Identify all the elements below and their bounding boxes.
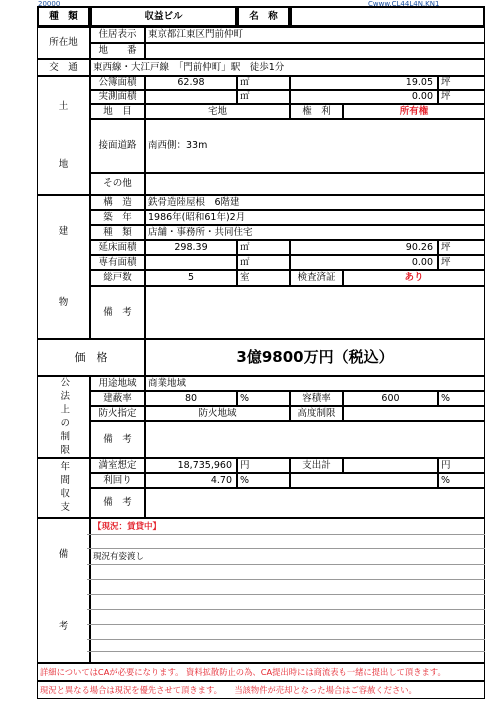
land-other-value: [145, 173, 485, 195]
notes-line-2: 現況有姿渡し: [93, 552, 145, 562]
private-area-sqm-unit: ㎡: [237, 255, 290, 270]
yield-blank: [290, 473, 438, 488]
land-other-label: その他: [90, 173, 145, 195]
built-year-label: 築 年: [90, 210, 145, 225]
yield-value: 4.70: [145, 473, 237, 488]
built-year-value: 1986年(昭和61年)2月: [145, 210, 485, 225]
income-remarks-value: [145, 488, 485, 518]
road-value: 南西側：33m: [145, 119, 485, 173]
header-right-fragment: Cwww.CL44L4N.KN1: [368, 0, 440, 8]
legal-label: 公法上の制限: [37, 376, 90, 458]
name-value: [290, 6, 485, 27]
floor-area-tsubo: 90.26: [290, 240, 438, 255]
notes-rule: [87, 564, 485, 565]
expense-value: [343, 458, 438, 473]
type-label: 種 類: [37, 6, 90, 27]
floor-area-label: 延床面積: [90, 240, 145, 255]
notes-rule: [87, 594, 485, 595]
full-occupancy-unit: 円: [237, 458, 290, 473]
far-value: 600: [343, 391, 438, 406]
building-remarks-label: 備 考: [90, 286, 145, 339]
structure-label: 構 造: [90, 195, 145, 210]
zoning-value: 商業地域: [145, 376, 485, 391]
rights-label: 権 利: [290, 104, 343, 119]
private-area-tsubo-unit: 坪: [438, 255, 485, 270]
land-label-top: 土: [58, 100, 69, 112]
building-label-bottom: 物: [58, 296, 69, 308]
notes-rule: [87, 534, 485, 535]
units-unit: 室: [237, 270, 290, 286]
footer-line-1: 詳細についてはCAが必要になります。 資料拡散防止の為、CA提出時には商流表も一緒に提出して頂きます。: [40, 666, 446, 677]
building-label: [37, 195, 90, 339]
private-area-tsubo: 0.00: [290, 255, 438, 270]
building-label-top: 建: [58, 225, 69, 237]
name-label: 名 称: [237, 6, 290, 27]
yield-right-unit: %: [438, 473, 485, 488]
notes-rule: [87, 579, 485, 580]
transport-label: 交 通: [37, 59, 90, 76]
yield-unit: %: [237, 473, 290, 488]
registry-area-label: 公簿面積: [90, 76, 145, 90]
building-type-value: 店舗・事務所・共同住宅: [145, 225, 485, 240]
height-limit-label: 高度制限: [290, 406, 343, 421]
zoning-label: 用途地域: [90, 376, 145, 391]
private-area-sqm: [145, 255, 237, 270]
notes-label-top: 備: [58, 549, 69, 560]
legal-remarks-label: 備 考: [90, 421, 145, 458]
footer-line-1-box: [37, 663, 485, 681]
category-label: 地 目: [90, 104, 145, 119]
notes-status: 【現況：賃貸中】: [93, 522, 162, 532]
measured-area-sqm-unit: ㎡: [237, 90, 290, 104]
type-value: 収益ビル: [90, 6, 237, 27]
yield-label: 利回り: [90, 473, 145, 488]
registry-area-tsubo: 19.05: [290, 76, 438, 90]
notes-rule: [87, 609, 485, 610]
income-label: 年間収支: [37, 458, 90, 518]
floor-area-sqm: 298.39: [145, 240, 237, 255]
measured-area-tsubo-unit: 坪: [438, 90, 485, 104]
height-limit-value: [343, 406, 485, 421]
full-occupancy-value: 18,735,960: [145, 458, 237, 473]
units-value: 5: [145, 270, 237, 286]
notes-rule: [87, 639, 485, 640]
building-type-label: 種 類: [90, 225, 145, 240]
notes-rule: [87, 624, 485, 625]
fire-zone-value: 防火地域: [145, 406, 290, 421]
notes-label: [37, 518, 90, 663]
measured-area-sqm: [145, 90, 237, 104]
building-remarks-value: [145, 286, 485, 339]
notes-rule: [87, 548, 485, 549]
floor-area-sqm-unit: ㎡: [237, 240, 290, 255]
address-label: 住居表示: [90, 27, 145, 43]
registry-area-tsubo-unit: 坪: [438, 76, 485, 90]
private-area-label: 専有面積: [90, 255, 145, 270]
lot-label: 地 番: [90, 43, 145, 59]
registry-area-sqm-unit: ㎡: [237, 76, 290, 90]
notes-box: [90, 518, 485, 663]
measured-area-tsubo: 0.00: [290, 90, 438, 104]
coverage-unit: %: [237, 391, 290, 406]
transport-value: 東西線・大江戸線 「門前仲町」駅 徒歩1分: [90, 59, 485, 76]
coverage-label: 建蔽率: [90, 391, 145, 406]
legal-remarks-value: [145, 421, 485, 458]
far-unit: %: [438, 391, 485, 406]
income-remarks-label: 備 考: [90, 488, 145, 518]
rights-value: 所有権: [343, 104, 485, 119]
floor-area-tsubo-unit: 坪: [438, 240, 485, 255]
notes-label-bottom: 考: [58, 620, 69, 632]
address-value: 東京都江東区門前仲町: [145, 27, 485, 43]
inspection-label: 検査済証: [290, 270, 343, 286]
land-label-bottom: 地: [58, 159, 69, 170]
location-label: 所在地: [37, 27, 90, 59]
structure-value: 鉄骨造陸屋根 6階建: [145, 195, 485, 210]
inspection-value: あり: [343, 270, 485, 286]
coverage-value: 80: [145, 391, 237, 406]
expense-unit: 円: [438, 458, 485, 473]
lot-value: [145, 43, 485, 59]
land-label: [37, 76, 90, 195]
full-occupancy-label: 満室想定: [90, 458, 145, 473]
units-label: 総戸数: [90, 270, 145, 286]
price-label: 価 格: [37, 339, 145, 376]
category-value: 宅地: [145, 104, 290, 119]
road-label: 接面道路: [90, 119, 145, 173]
header-left-fragment: 20000: [38, 0, 61, 8]
notes-rule: [87, 651, 485, 652]
price-value: 3億9800万円（税込）: [145, 339, 485, 376]
expense-label: 支出計: [290, 458, 343, 473]
property-sheet: [37, 6, 485, 701]
measured-area-label: 実測面積: [90, 90, 145, 104]
footer-line-2: 現況と異なる場合は現況を優先させて頂きます。 当該物件が売却となった場合はご容赦ください。: [40, 684, 417, 695]
far-label: 容積率: [290, 391, 343, 406]
fire-zone-label: 防火指定: [90, 406, 145, 421]
footer-line-2-box: [37, 681, 485, 699]
registry-area-sqm: 62.98: [145, 76, 237, 90]
